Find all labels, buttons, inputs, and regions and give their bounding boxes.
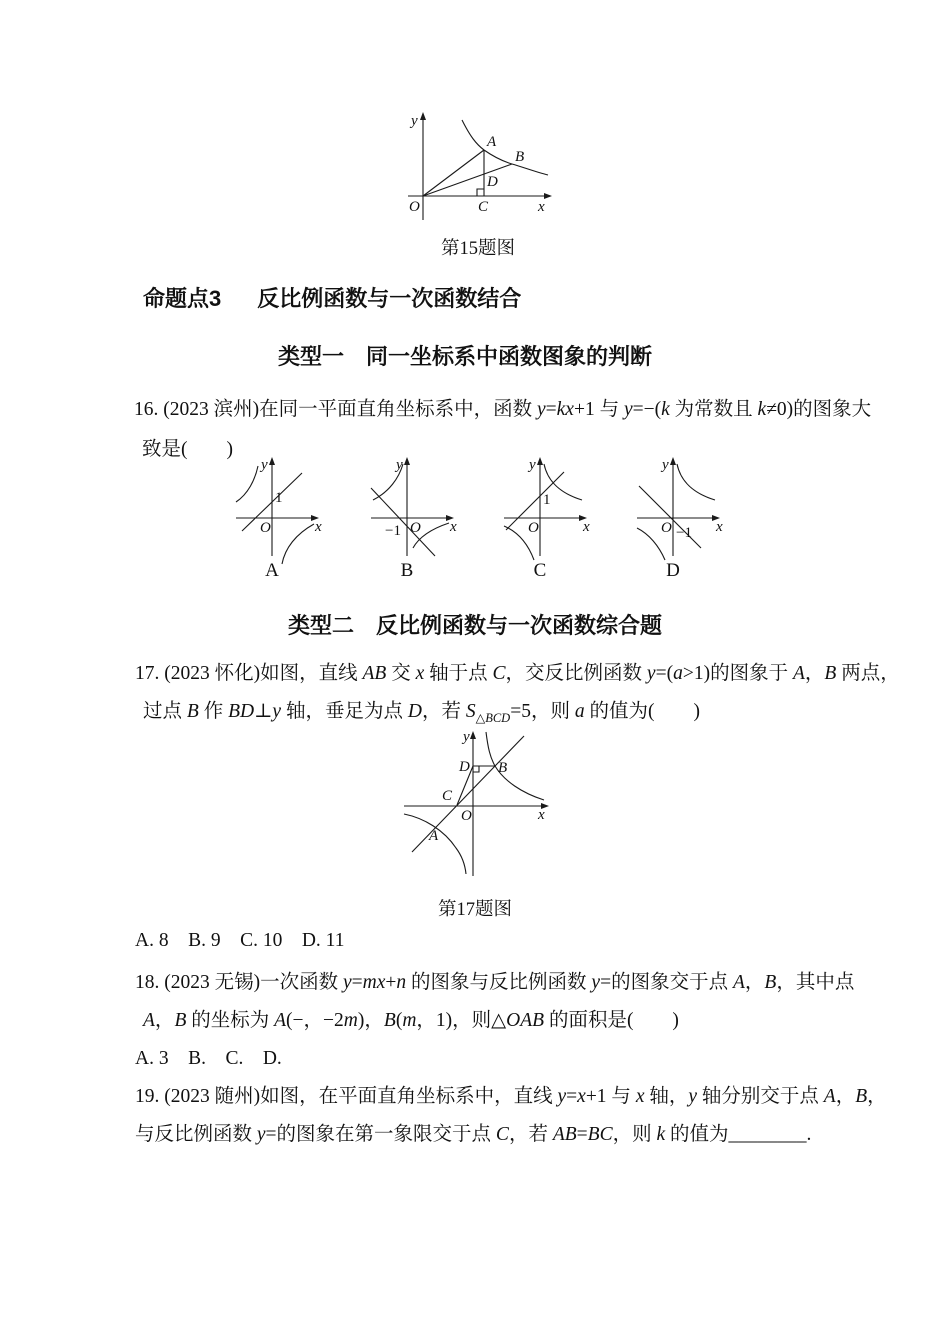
fig17-label-a: A	[429, 828, 439, 844]
choice-d-label-x: x	[716, 519, 723, 535]
fig17-label-o: O	[461, 808, 472, 824]
fig17-hyperbola-q3	[404, 814, 466, 874]
question-17-line2: 过点 B 作 BD⊥y 轴，垂足为点 D，若 $S_{\triangle BCD}=5$，则 a 的值为( )	[143, 701, 700, 725]
fig17-graph	[400, 728, 550, 880]
fig17-label-d: D	[459, 759, 470, 775]
choice-c-y-arrow-icon	[537, 457, 543, 465]
choice-d-hyperbola-q1	[677, 464, 715, 500]
fig17-label-b: B	[498, 760, 508, 776]
choice-a-intercept-label: 1	[275, 490, 283, 506]
choice-b-graph	[365, 452, 460, 580]
question-19-line1: 19. (2023 随州)如图，在平面直角坐标系中，直线 y=x+1 与 x 轴，y 轴分别交于点 A，B，	[135, 1086, 887, 1107]
choice-b-line	[371, 488, 435, 556]
fig15-label-y: y	[411, 113, 418, 129]
choice-b-label-o: O	[410, 520, 421, 536]
fig15-caption: 第15题图	[440, 239, 515, 259]
fig17-label-c: C	[442, 788, 453, 804]
question-19	[135, 1078, 887, 1154]
choice-c-letter: C	[533, 560, 547, 581]
choice-b-label-x: x	[450, 519, 457, 535]
question-16-line1: 16. (2023 滨州)在同一平面直角坐标系中，函数 y=kx+1 与 y=−(k 为常数且 k≠0)的图象大	[134, 399, 872, 420]
choice-b-label-y: y	[396, 457, 403, 473]
type1-heading: 类型一 同一坐标系中函数图象的判断	[277, 344, 652, 369]
question-17-options: A. 8 B. 9 C. 10 D. 11	[135, 930, 345, 951]
choice-c-label-x: x	[583, 519, 590, 535]
fig15-graph	[398, 108, 558, 226]
choice-d-intercept-label: −1	[676, 525, 692, 541]
choice-d-label-o: O	[661, 520, 672, 536]
fig17-y-arrow-icon	[470, 731, 476, 739]
fig15-label-c: C	[478, 199, 489, 215]
question-19-line2: 与反比例函数 y=的图象在第一象限交于点 C，若 AB=BC，则 k 的值为________.	[135, 1124, 812, 1145]
fig17-label-x: x	[538, 807, 545, 823]
question-18-line1: 18. (2023 无锡)一次函数 y=mx+n 的图象与反比例函数 y=的图象交于点 A，B，其中点	[135, 972, 855, 993]
choice-b-intercept-label: −1	[385, 523, 401, 539]
choice-a-y-arrow-icon	[269, 457, 275, 465]
choice-a-letter: A	[265, 560, 279, 581]
fig15-label-b: B	[515, 149, 525, 165]
fig15-right-angle-mark	[477, 189, 484, 196]
fig15-label-o: O	[409, 199, 420, 215]
choice-c-label-y: y	[529, 457, 536, 473]
question-18-line2: A，B 的坐标为 A(−，−2m)，B(m，1)，则△OAB 的面积是( )	[143, 1010, 679, 1031]
type2-heading: 类型二 反比例函数与一次函数综合题	[287, 613, 662, 638]
fig15-x-arrow-icon	[544, 193, 552, 199]
fig15-segment-ob	[423, 164, 512, 196]
section-heading	[143, 282, 521, 313]
fig17-label-y: y	[463, 729, 470, 745]
choice-c-intercept-label: 1	[543, 492, 551, 508]
question-16-line2: 致是( )	[142, 439, 233, 460]
choice-a-hyperbola-q2	[236, 466, 258, 502]
question-17-line1: 17. (2023 怀化)如图，直线 AB 交 x 轴于点 C，交反比例函数 y=(a>1)的图象于 A，B 两点，	[135, 663, 900, 684]
section-tag: 命题点3	[143, 286, 222, 311]
choice-b-y-arrow-icon	[404, 457, 410, 465]
question-18-options: A. 3 B. C. D.	[135, 1048, 282, 1069]
question-17	[135, 655, 900, 737]
choice-c-label-o: O	[528, 520, 539, 536]
choice-b-letter: B	[400, 560, 414, 581]
fig15-label-a: A	[487, 134, 497, 150]
choice-d-y-arrow-icon	[670, 457, 676, 465]
fig17-caption: 第17题图	[437, 900, 512, 920]
choice-a-graph	[230, 452, 325, 580]
section-title: 反比例函数与一次函数结合	[257, 286, 522, 311]
choice-d-label-y: y	[662, 457, 669, 473]
choice-d-letter: D	[666, 560, 680, 581]
question-18	[135, 964, 854, 1078]
choice-a-label-y: y	[261, 457, 268, 473]
fig15-segment-oa	[423, 150, 484, 196]
fig15-label-x: x	[538, 199, 545, 215]
fig17-right-angle-mark	[473, 766, 479, 772]
choice-c-graph	[498, 452, 593, 580]
choice-a-label-o: O	[260, 520, 271, 536]
choice-d-graph	[631, 452, 726, 580]
fig15-y-arrow-icon	[420, 112, 426, 120]
choice-a-hyperbola-q4	[282, 524, 314, 564]
fig15-label-d: D	[487, 174, 498, 190]
choice-a-label-x: x	[315, 519, 322, 535]
